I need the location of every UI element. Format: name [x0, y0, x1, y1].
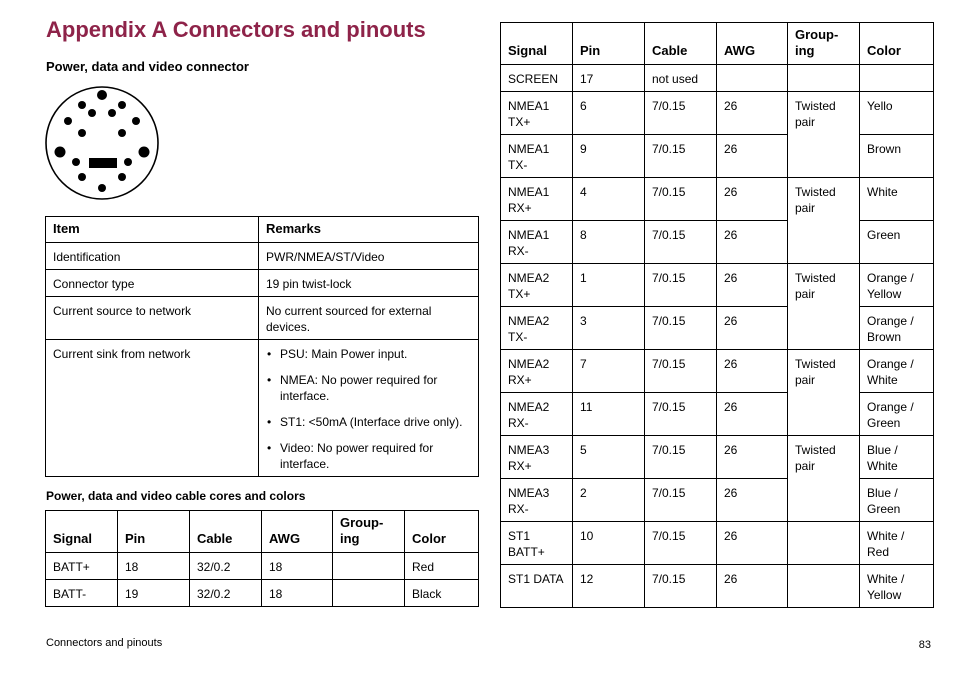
table-cell: 7/0.15: [645, 436, 717, 479]
table-cell: No current sourced for external devices.: [259, 297, 479, 340]
list-item: • NMEA: No power required for interface.: [280, 372, 471, 404]
table-row: [501, 65, 934, 92]
page-title: Appendix A Connectors and pinouts: [46, 17, 426, 42]
table-cell: NMEA1 TX-: [501, 135, 573, 178]
table-cell: Blue / White: [860, 436, 934, 479]
table-cell: White: [860, 178, 934, 221]
table-cell: 7/0.15: [645, 350, 717, 393]
page-number: 83: [918, 639, 931, 651]
bullet-list: [266, 346, 471, 472]
table-cell: not used: [645, 65, 717, 92]
table-cell: Black: [405, 580, 479, 607]
table-cell: [259, 340, 479, 477]
column-header: Cable: [645, 23, 717, 65]
table-cell: NMEA1 TX+: [501, 92, 573, 135]
table-row: [501, 135, 934, 178]
table-cell: 26: [717, 135, 788, 178]
table-cell: 32/0.2: [190, 553, 262, 580]
section-heading-connector: Power, data and video connector: [46, 59, 249, 74]
table-cell: 26: [717, 264, 788, 307]
table-cell: White / Red: [860, 522, 934, 565]
table-cell: 7/0.15: [645, 393, 717, 436]
signal-pinout-table: [500, 22, 934, 608]
table-cell: 7/0.15: [645, 479, 717, 522]
column-header: Color: [860, 23, 934, 65]
table-cell: 7/0.15: [645, 307, 717, 350]
column-header: Remarks: [259, 217, 479, 243]
table-cell: [717, 65, 788, 92]
table-cell: 7/0.15: [645, 92, 717, 135]
table-cell: 7/0.15: [645, 565, 717, 608]
table-cell: NMEA2 TX+: [501, 264, 573, 307]
table-cell: [860, 65, 934, 92]
column-header: AWG: [717, 23, 788, 65]
connector-pinout-diagram: [44, 85, 160, 201]
table-cell: 26: [717, 92, 788, 135]
table-cell: 26: [717, 178, 788, 221]
table-cell: 26: [717, 522, 788, 565]
table-cell: NMEA3 RX-: [501, 479, 573, 522]
table-cell: 3: [573, 307, 645, 350]
table-cell: PWR/NMEA/ST/Video: [259, 243, 479, 270]
table-row: [501, 92, 934, 135]
table-cell: 7/0.15: [645, 221, 717, 264]
table-cell: 6: [573, 92, 645, 135]
table-cell: NMEA1 RX+: [501, 178, 573, 221]
table-cell: NMEA1 RX-: [501, 221, 573, 264]
list-item: • ST1: <50mA (Interface drive only).: [280, 414, 471, 430]
table-cell: [333, 553, 405, 580]
table-cell: 7/0.15: [645, 178, 717, 221]
table-cell: Green: [860, 221, 934, 264]
footer-text: Connectors and pinouts: [46, 637, 163, 649]
table-row: [501, 522, 934, 565]
table-cell: 1: [573, 264, 645, 307]
table-cell: 18: [262, 580, 333, 607]
table-cell: Brown: [860, 135, 934, 178]
table-row: [501, 264, 934, 307]
table-cell: 7: [573, 350, 645, 393]
table-cell: BATT-: [46, 580, 118, 607]
table-cell: 2: [573, 479, 645, 522]
table-row: [46, 553, 479, 580]
table-cell: Red: [405, 553, 479, 580]
table-cell: 26: [717, 350, 788, 393]
section-heading-cable: Power, data and video cable cores and colors: [46, 489, 306, 503]
table-cell: 5: [573, 436, 645, 479]
table-cell: 7/0.15: [645, 264, 717, 307]
table-cell: 10: [573, 522, 645, 565]
table-cell: 4: [573, 178, 645, 221]
column-header: Pin: [118, 511, 190, 553]
table-cell: 19: [118, 580, 190, 607]
table-cell: 8: [573, 221, 645, 264]
column-header: Signal: [501, 23, 573, 65]
table-cell: 12: [573, 565, 645, 608]
column-header: Cable: [190, 511, 262, 553]
column-header: Signal: [46, 511, 118, 553]
column-header: Group-ing: [788, 23, 860, 65]
table-cell: [788, 522, 860, 565]
table-cell: BATT+: [46, 553, 118, 580]
table-row: [46, 243, 479, 270]
table-cell: Twisted pair: [788, 436, 860, 522]
table-row: [501, 479, 934, 522]
table-row: [501, 178, 934, 221]
table-cell: NMEA2 TX-: [501, 307, 573, 350]
table-cell: 26: [717, 479, 788, 522]
table-cell: NMEA2 RX-: [501, 393, 573, 436]
table-cell: Orange / Brown: [860, 307, 934, 350]
table-cell: 19 pin twist-lock: [259, 270, 479, 297]
table-cell: SCREEN: [501, 65, 573, 92]
table-cell: 26: [717, 307, 788, 350]
table-cell: 26: [717, 221, 788, 264]
table-cell: Orange / White: [860, 350, 934, 393]
table-cell: 11: [573, 393, 645, 436]
table-cell: [788, 565, 860, 608]
table-row: [501, 307, 934, 350]
table-cell: Yello: [860, 92, 934, 135]
table-cell: Twisted pair: [788, 178, 860, 264]
list-item: • Video: No power required for interface.: [280, 440, 471, 472]
table-cell: 7/0.15: [645, 522, 717, 565]
table-cell: Twisted pair: [788, 92, 860, 178]
table-row: [501, 393, 934, 436]
table-header-row: [46, 511, 479, 553]
table-cell: Twisted pair: [788, 350, 860, 436]
table-cell: Twisted pair: [788, 264, 860, 350]
table-cell: Orange / Yellow: [860, 264, 934, 307]
column-header: AWG: [262, 511, 333, 553]
table-cell: White / Yellow: [860, 565, 934, 608]
column-header: Pin: [573, 23, 645, 65]
table-row: [501, 436, 934, 479]
table-cell: 32/0.2: [190, 580, 262, 607]
table-cell: 18: [118, 553, 190, 580]
table-cell: 26: [717, 393, 788, 436]
table-cell: Orange / Green: [860, 393, 934, 436]
table-cell: Blue / Green: [860, 479, 934, 522]
table-cell: [788, 65, 860, 92]
table-cell: ST1 BATT+: [501, 522, 573, 565]
table-header-row: [46, 217, 479, 243]
table-cell: NMEA2 RX+: [501, 350, 573, 393]
table-cell: Connector type: [46, 270, 259, 297]
table-cell: 26: [717, 436, 788, 479]
table-header-row: [501, 23, 934, 65]
column-header: Color: [405, 511, 479, 553]
column-header: Group-ing: [333, 511, 405, 553]
cable-cores-table: [45, 510, 479, 607]
column-header: Item: [46, 217, 259, 243]
table-cell: [333, 580, 405, 607]
table-cell: Current sink from network: [46, 340, 259, 477]
table-cell: 26: [717, 565, 788, 608]
list-item: • PSU: Main Power input.: [280, 346, 471, 362]
table-row: [46, 297, 479, 340]
table-cell: 17: [573, 65, 645, 92]
table-row: [501, 565, 934, 608]
table-cell: ST1 DATA: [501, 565, 573, 608]
table-row: [501, 350, 934, 393]
table-cell: 9: [573, 135, 645, 178]
table-cell: NMEA3 RX+: [501, 436, 573, 479]
table-row: [501, 221, 934, 264]
table-cell: Identification: [46, 243, 259, 270]
table-row: [46, 270, 479, 297]
table-row: [46, 340, 479, 477]
table-cell: Current source to network: [46, 297, 259, 340]
table-cell: 18: [262, 553, 333, 580]
table-cell: 7/0.15: [645, 135, 717, 178]
connector-info-table: [45, 216, 479, 477]
table-row: [46, 580, 479, 607]
